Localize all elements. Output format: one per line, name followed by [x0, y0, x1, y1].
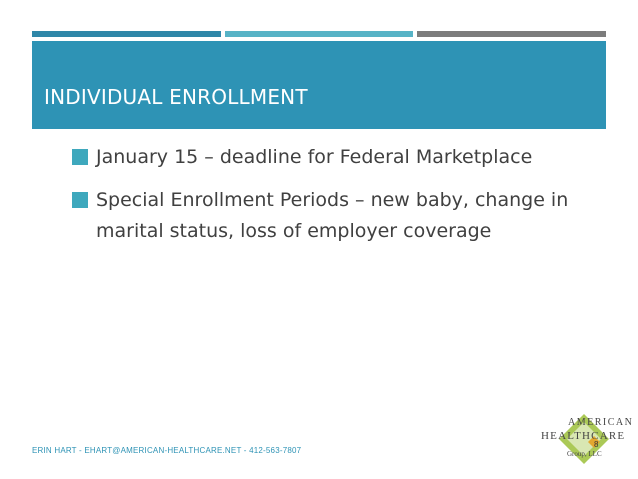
bullet-text: Special Enrollment Periods – new baby, change in marital status, loss of employer coverage [96, 189, 569, 242]
accent-bar-light-blue [225, 31, 413, 37]
logo-text-american: AMERICAN [568, 417, 634, 428]
bullet-item [72, 185, 572, 247]
bullet-square-icon [72, 192, 88, 208]
title-band [32, 41, 606, 129]
accent-bar-dark-blue [32, 31, 221, 37]
bullet-item [72, 142, 572, 173]
logo-text-group: Group, LLC [567, 450, 602, 458]
bullet-square-icon [72, 149, 88, 165]
bullet-text: January 15 – deadline for Federal Marketplace [96, 146, 533, 168]
bullet-list [72, 142, 572, 259]
company-logo [538, 412, 634, 468]
slide-title: INDIVIDUAL ENROLLMENT [44, 85, 308, 109]
slide-number: 8 [594, 440, 599, 449]
logo-text-healthcare: HEALTHCARE [541, 430, 626, 442]
accent-bar-gray [417, 31, 606, 37]
footer-contact: ERIN HART - EHART@AMERICAN-HEALTHCARE.NET - 412-563-7807 [32, 446, 302, 455]
